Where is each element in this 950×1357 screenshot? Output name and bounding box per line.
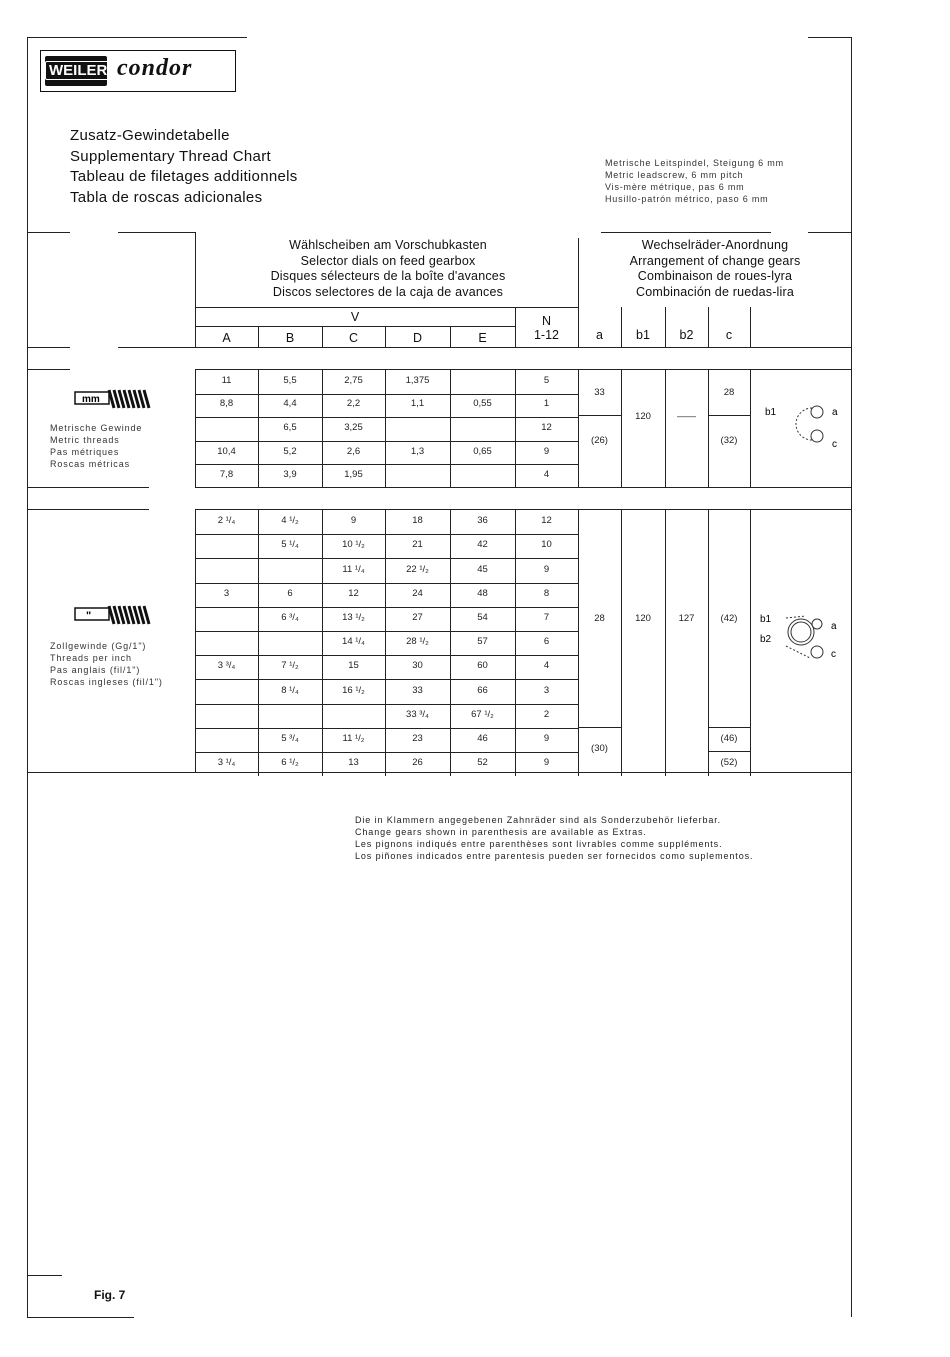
inch-gear-a: 28 <box>594 613 605 624</box>
row-rule <box>195 607 578 608</box>
metric-cell-c: 2,75 <box>344 374 363 386</box>
title-es: Tabla de roscas adicionales <box>70 188 263 206</box>
metric-thread-icon <box>74 388 154 412</box>
col-b-header: B <box>285 331 295 345</box>
metric-cell-d: 1,3 <box>410 445 425 457</box>
gears-header-fr: Combinaison de roues-lyra <box>637 269 793 283</box>
inch-cell-e: 66 <box>477 684 488 696</box>
inch-label-es: Roscas ingleses (fil/1") <box>50 677 163 687</box>
row-rule <box>195 679 578 680</box>
inch-cell-d: 33 ³/₄ <box>406 708 429 720</box>
title-de: Zusatz-Gewindetabelle <box>70 127 230 144</box>
col-rule <box>450 510 451 776</box>
inch-cell-b: 4 ¹/₂ <box>281 515 299 527</box>
row-rule <box>195 728 578 729</box>
inch-cell-c: 11 ¹/₂ <box>342 732 365 744</box>
footnote-de: Die in Klammern angegebenen Zahnräder sind als Sonderzubehör lieferbar. <box>355 815 722 825</box>
title-en: Supplementary Thread Chart <box>70 147 271 165</box>
leadscrew-info <box>605 157 784 205</box>
selector-header-de: Wählscheiben am Vorschubkasten <box>289 238 487 252</box>
col-rule <box>385 370 386 488</box>
rule <box>708 727 750 728</box>
rule <box>750 307 751 347</box>
figure-label: Fig. 7 <box>94 1288 126 1302</box>
inch-cell-d: 33 <box>412 684 423 696</box>
gears-header-de: Wechselräder-Anordnung <box>641 238 789 252</box>
inch-cell-e: 45 <box>477 563 488 575</box>
col-rule <box>385 510 386 776</box>
metric-labels <box>50 422 142 470</box>
metric-cell-d: 1,1 <box>410 398 425 410</box>
col-rule <box>578 510 579 776</box>
row-rule <box>195 534 578 535</box>
metric-cell-e: 0,65 <box>473 445 492 457</box>
row-rule <box>195 558 578 559</box>
inch-cell-c: 15 <box>348 660 359 672</box>
frame-top-left <box>27 37 247 38</box>
inch-cell-d: 21 <box>412 539 423 551</box>
inch-icon-label: " <box>86 610 92 622</box>
rule <box>27 772 851 773</box>
rule <box>27 232 70 233</box>
inch-cell-e: 60 <box>477 660 488 672</box>
metric-cell-n: 5 <box>543 374 550 386</box>
frame-top-right <box>808 37 852 38</box>
brand-logo <box>40 50 236 92</box>
title-fr: Tableau de filetages additionnels <box>70 168 298 185</box>
metric-gear-c-alt: (32) <box>720 435 738 446</box>
inch-cell-e: 46 <box>477 732 488 744</box>
inch-diagram-b2: b2 <box>760 634 772 645</box>
col-a-header: A <box>222 331 231 345</box>
inch-cell-e: 54 <box>477 611 488 623</box>
n-header: N <box>541 314 552 328</box>
inch-cell-a: 3 ¹/₄ <box>217 757 236 769</box>
col-rule <box>258 370 259 488</box>
col-rule <box>322 510 323 776</box>
col-rule <box>258 510 259 776</box>
metric-cell-n: 9 <box>543 445 550 457</box>
frame-right <box>851 37 852 1317</box>
rule <box>195 369 851 370</box>
metric-cell-b: 5,2 <box>283 445 297 457</box>
metric-cell-c: 3,25 <box>344 422 363 433</box>
metric-cell-b: 6,5 <box>283 422 297 433</box>
metric-label-es: Roscas métricas <box>50 459 131 469</box>
weiler-text: WEILER <box>45 61 111 80</box>
gears-header-es: Combinación de ruedas-lira <box>635 284 795 299</box>
col-rule <box>621 510 622 776</box>
inch-cell-c: 13 <box>348 757 359 769</box>
metric-cell-n: 12 <box>541 422 552 433</box>
metric-cell-a: 8,8 <box>219 398 234 410</box>
change-gears-header <box>580 238 850 300</box>
inch-cell-c: 12 <box>348 587 359 599</box>
inch-cell-n: 8 <box>543 587 550 599</box>
inch-cell-e: 57 <box>477 636 488 648</box>
selector-header-en: Selector dials on feed gearbox <box>300 253 476 268</box>
rule <box>578 415 621 416</box>
row-rule <box>195 394 578 395</box>
rule <box>195 487 851 488</box>
col-d-header: D <box>412 331 423 345</box>
inch-cell-d: 23 <box>412 732 423 744</box>
col-rule <box>515 370 516 488</box>
inch-gear-b2: 127 <box>678 613 695 624</box>
inch-cell-b: 7 ¹/₂ <box>281 660 299 672</box>
rule <box>27 509 149 510</box>
metric-gear-diagram <box>760 398 845 453</box>
rule <box>708 415 750 416</box>
inch-cell-c: 13 ¹/₂ <box>342 611 365 623</box>
condor-logo: condor <box>117 55 193 81</box>
page-title <box>70 126 298 208</box>
metric-cell-b: 5,5 <box>283 374 297 386</box>
rule <box>27 487 149 488</box>
rule <box>118 347 851 348</box>
inch-cell-n: 9 <box>543 563 550 575</box>
rule <box>195 232 196 347</box>
frame-bottom-left <box>27 1317 134 1318</box>
metric-cell-b: 4,4 <box>283 398 297 410</box>
metric-cell-e: 0,55 <box>473 398 492 410</box>
row-rule <box>195 752 578 753</box>
inch-cell-c: 10 ¹/₂ <box>342 539 365 551</box>
selector-header-fr: Disques sélecteurs de la boîte d'avances <box>270 269 506 283</box>
inch-labels <box>50 640 163 688</box>
row-rule <box>195 704 578 705</box>
inch-cell-d: 22 ¹/₂ <box>406 563 429 575</box>
inch-cell-n: 3 <box>543 684 550 696</box>
inch-cell-b: 8 ¹/₄ <box>281 684 299 696</box>
col-c-header: C <box>348 331 359 345</box>
inch-diagram-b1: b1 <box>760 614 772 625</box>
row-rule <box>195 583 578 584</box>
footnote-en: Change gears shown in parenthesis are available as Extras. <box>355 827 647 837</box>
metric-gear-a: 33 <box>594 387 605 398</box>
rule <box>578 727 621 728</box>
inch-cell-n: 4 <box>543 660 550 672</box>
inch-cell-a: 3 <box>223 587 230 599</box>
rule <box>708 751 750 752</box>
leadscrew-es: Husillo-patrón métrico, paso 6 mm <box>605 194 769 204</box>
leadscrew-de: Metrische Leitspindel, Steigung 6 mm <box>605 158 784 168</box>
inch-cell-b: 5 ¹/₄ <box>281 539 299 551</box>
metric-cell-n: 1 <box>543 398 550 410</box>
inch-cell-n: 2 <box>543 708 550 720</box>
rule <box>195 509 851 510</box>
inch-cell-b: 6 ¹/₂ <box>281 757 299 769</box>
inch-diagram-c: c <box>831 649 836 660</box>
col-rule <box>322 370 323 488</box>
inch-label-fr: Pas anglais (fil/1") <box>50 665 141 675</box>
inch-cell-e: 67 ¹/₂ <box>471 708 494 720</box>
inch-cell-b: 6 <box>287 587 293 599</box>
metric-label-en: Metric threads <box>50 435 120 445</box>
row-rule <box>195 464 578 465</box>
col-rule <box>750 370 751 488</box>
gear-c-header: c <box>725 328 733 342</box>
col-rule <box>665 510 666 776</box>
inch-cell-e: 42 <box>477 539 488 551</box>
metric-diagram-b1: b1 <box>765 407 777 418</box>
selector-header-es: Discos selectores de la caja de avances <box>272 284 504 299</box>
inch-label-de: Zollgewinde (Gg/1") <box>50 641 147 651</box>
rule <box>601 232 771 233</box>
rule <box>27 369 70 370</box>
gear-a-header: a <box>596 328 603 342</box>
inch-thread-icon <box>74 604 154 628</box>
metric-diagram-c: c <box>832 439 837 450</box>
inch-cell-c: 14 ¹/₄ <box>342 636 365 648</box>
inch-cell-d: 30 <box>412 660 423 672</box>
row-rule <box>195 441 578 442</box>
metric-cell-a: 11 <box>221 374 232 386</box>
inch-cell-d: 26 <box>412 757 423 769</box>
metric-gear-c: 28 <box>723 387 735 398</box>
rule <box>195 509 196 773</box>
rule <box>118 232 196 233</box>
inch-cell-n: 9 <box>543 757 550 769</box>
col-e-header: E <box>478 331 487 345</box>
leadscrew-fr: Vis-mère métrique, pas 6 mm <box>605 182 745 192</box>
frame-left <box>27 37 28 1317</box>
metric-gear-b2: —— <box>677 411 696 422</box>
col-rule <box>665 370 666 488</box>
inch-cell-b: 5 ³/₄ <box>281 732 299 744</box>
metric-gear-a-alt: (26) <box>591 435 608 446</box>
inch-cell-e: 36 <box>477 515 488 527</box>
metric-cell-d: 1,375 <box>405 374 430 386</box>
n-range-header: 1-12 <box>533 328 560 342</box>
metric-icon-label: mm <box>82 394 100 405</box>
metric-gear-b1: 120 <box>635 411 651 422</box>
inch-cell-n: 7 <box>543 611 550 623</box>
inch-gear-c-alt2: (52) <box>720 757 738 768</box>
inch-cell-c: 16 ¹/₂ <box>342 684 365 696</box>
inch-cell-a: 3 ³/₄ <box>217 660 236 672</box>
footnote-fr: Les pignons indiqués entre parenthèses sont livrables comme suppléments. <box>355 839 723 849</box>
inch-cell-n: 6 <box>543 636 550 648</box>
metric-cell-c: 2,6 <box>346 445 361 457</box>
selector-dials-header <box>200 238 576 300</box>
inch-gear-a-alt: (30) <box>591 743 608 754</box>
rule <box>195 326 515 327</box>
inch-cell-e: 52 <box>477 757 488 769</box>
inch-cell-n: 10 <box>541 539 552 551</box>
col-rule <box>750 510 751 776</box>
inch-cell-c: 9 <box>350 515 357 527</box>
inch-cell-c: 11 ¹/₄ <box>342 563 365 575</box>
col-rule <box>621 370 622 488</box>
metric-cell-a: 10,4 <box>217 445 236 457</box>
inch-cell-b: 6 ³/₄ <box>281 611 299 623</box>
inch-diagram-a: a <box>831 621 837 632</box>
inch-gear-c: (42) <box>720 613 738 624</box>
inch-cell-d: 27 <box>412 611 423 623</box>
metric-cell-c: 1,95 <box>344 469 363 481</box>
col-rule <box>450 370 451 488</box>
rule <box>195 307 578 308</box>
footnote-es: Los piñones indicados entre parentesis pueden ser fornecidos como suplementos. <box>355 851 754 861</box>
row-rule <box>195 631 578 632</box>
metric-cell-b: 3,9 <box>283 469 297 481</box>
metric-cell-c: 2,2 <box>346 398 361 410</box>
rule <box>808 232 851 233</box>
metric-label-fr: Pas métriques <box>50 447 120 457</box>
inch-cell-d: 24 <box>412 587 423 599</box>
metric-label-de: Metrische Gewinde <box>50 423 143 433</box>
gear-b2-header: b2 <box>679 328 694 342</box>
gear-b1-header: b1 <box>636 328 650 342</box>
gears-header-en: Arrangement of change gears <box>629 253 801 268</box>
inch-cell-n: 9 <box>543 732 550 744</box>
inch-gear-diagram <box>758 608 848 668</box>
metric-cell-a: 7,8 <box>219 469 234 481</box>
leadscrew-en: Metric leadscrew, 6 mm pitch <box>605 170 744 180</box>
v-label: V <box>350 310 360 324</box>
inch-cell-d: 18 <box>412 515 423 527</box>
metric-diagram-a: a <box>832 407 838 418</box>
inch-gear-b1: 120 <box>635 613 651 624</box>
inch-gear-c-alt1: (46) <box>720 733 738 744</box>
footnote <box>355 814 753 862</box>
inch-cell-d: 28 ¹/₂ <box>406 636 429 648</box>
metric-cell-n: 4 <box>543 469 550 481</box>
inch-cell-e: 48 <box>477 587 488 599</box>
inch-label-en: Threads per inch <box>50 653 132 663</box>
row-rule <box>195 417 578 418</box>
rule <box>27 347 70 348</box>
col-rule <box>515 510 516 776</box>
weiler-logo <box>45 56 107 86</box>
inch-cell-n: 12 <box>541 515 552 527</box>
frame-mark <box>27 1275 62 1276</box>
inch-cell-a: 2 ¹/₄ <box>217 515 236 527</box>
row-rule <box>195 655 578 656</box>
